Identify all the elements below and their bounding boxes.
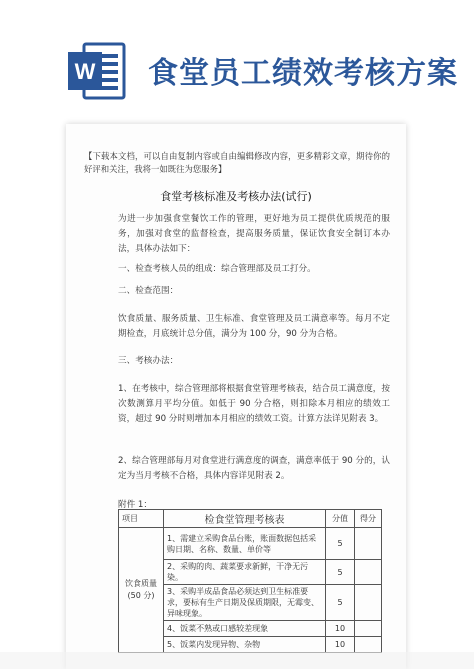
score-cell: 5 — [326, 560, 355, 585]
score-cell: 5 — [326, 528, 355, 560]
word-document-icon — [66, 40, 128, 102]
header-got: 得分 — [355, 510, 382, 528]
paragraph-method-1: 1、在考核中，综合管理部将根据食堂管理考核表，结合员工满意度，按次数测算月平均分值。如低于 90 分合格，则扣除本月相应的绩效工资，超过 90 分时则增加本月相应的绩效工资。计算方法详见附表 3。 — [118, 384, 390, 424]
standard-cell: 3、采购半成品食品必须达到卫生标准要求，要标有生产日期及保质期限，无霉变、异味现象。 — [164, 585, 326, 621]
assessment-table — [118, 509, 382, 653]
download-notice: 【下载本文档，可以自由复制内容或自由编辑修改内容，更多精彩文章，期待你的好评和关注，我将一如既往为您服务】 — [84, 151, 390, 174]
header-item: 项目 — [119, 510, 164, 528]
standard-cell: 5、饭菜内发现异物、杂物 — [164, 637, 326, 653]
score-cell: 10 — [326, 637, 355, 653]
paragraph-scope-heading: 二、检查范围： — [118, 286, 179, 296]
got-cell — [355, 560, 382, 585]
table-row — [119, 528, 382, 560]
standard-cell: 4、饭菜不熟或口感较差现象 — [164, 621, 326, 637]
score-cell: 5 — [326, 585, 355, 621]
got-cell — [355, 528, 382, 560]
score-cell: 10 — [326, 621, 355, 637]
paragraph-intro: 为进一步加强食堂餐饮工作的管理，更好地为员工提供优质规范的服务，加强对食堂的监督检查，提高服务质量，保证饮食安全制订本办法，具体办法如下： — [118, 214, 390, 254]
watermark-strip — [0, 652, 474, 669]
got-cell — [355, 637, 382, 653]
document-title: 食堂考核标准及考核办法(试行) — [160, 190, 312, 203]
attachment-label: 附件 1： — [118, 500, 152, 510]
header-score: 分值 — [326, 510, 355, 528]
paragraph-method-2: 2、综合管理部每月对食堂进行满意度的调查，满意率低于 90 分的，认定为当月考核不合格，具体内容详见附表 2。 — [118, 456, 390, 481]
got-cell — [355, 585, 382, 621]
paragraph-scope: 饮食质量、服务质量、卫生标准、食堂管理及员工满意率等。每月不定期检查，月底统计总分值，满分为 100 分，90 分为合格。 — [118, 314, 390, 339]
header-standard: 检食堂管理考核表 — [164, 510, 326, 528]
paragraph-method-heading: 三、考核办法： — [118, 356, 179, 366]
standard-cell: 2、采购的肉、蔬菜要求新鲜，干净无污染。 — [164, 560, 326, 585]
table-header-row — [119, 510, 382, 528]
got-cell — [355, 621, 382, 637]
svg-text:W: W — [74, 59, 96, 84]
standard-cell: 1、需建立采购食品台账，账面数据包括采购日期、名称、数量、单价等 — [164, 528, 326, 560]
page-title: 食堂员工绩效考核方案 — [148, 56, 458, 91]
category-cell: 饮食质量(50 分) — [119, 528, 164, 653]
paragraph-inspectors: 一、检查考核人员的组成：综合管理部及员工打分。 — [118, 264, 316, 274]
header-banner — [0, 0, 474, 122]
document-page — [66, 124, 406, 669]
